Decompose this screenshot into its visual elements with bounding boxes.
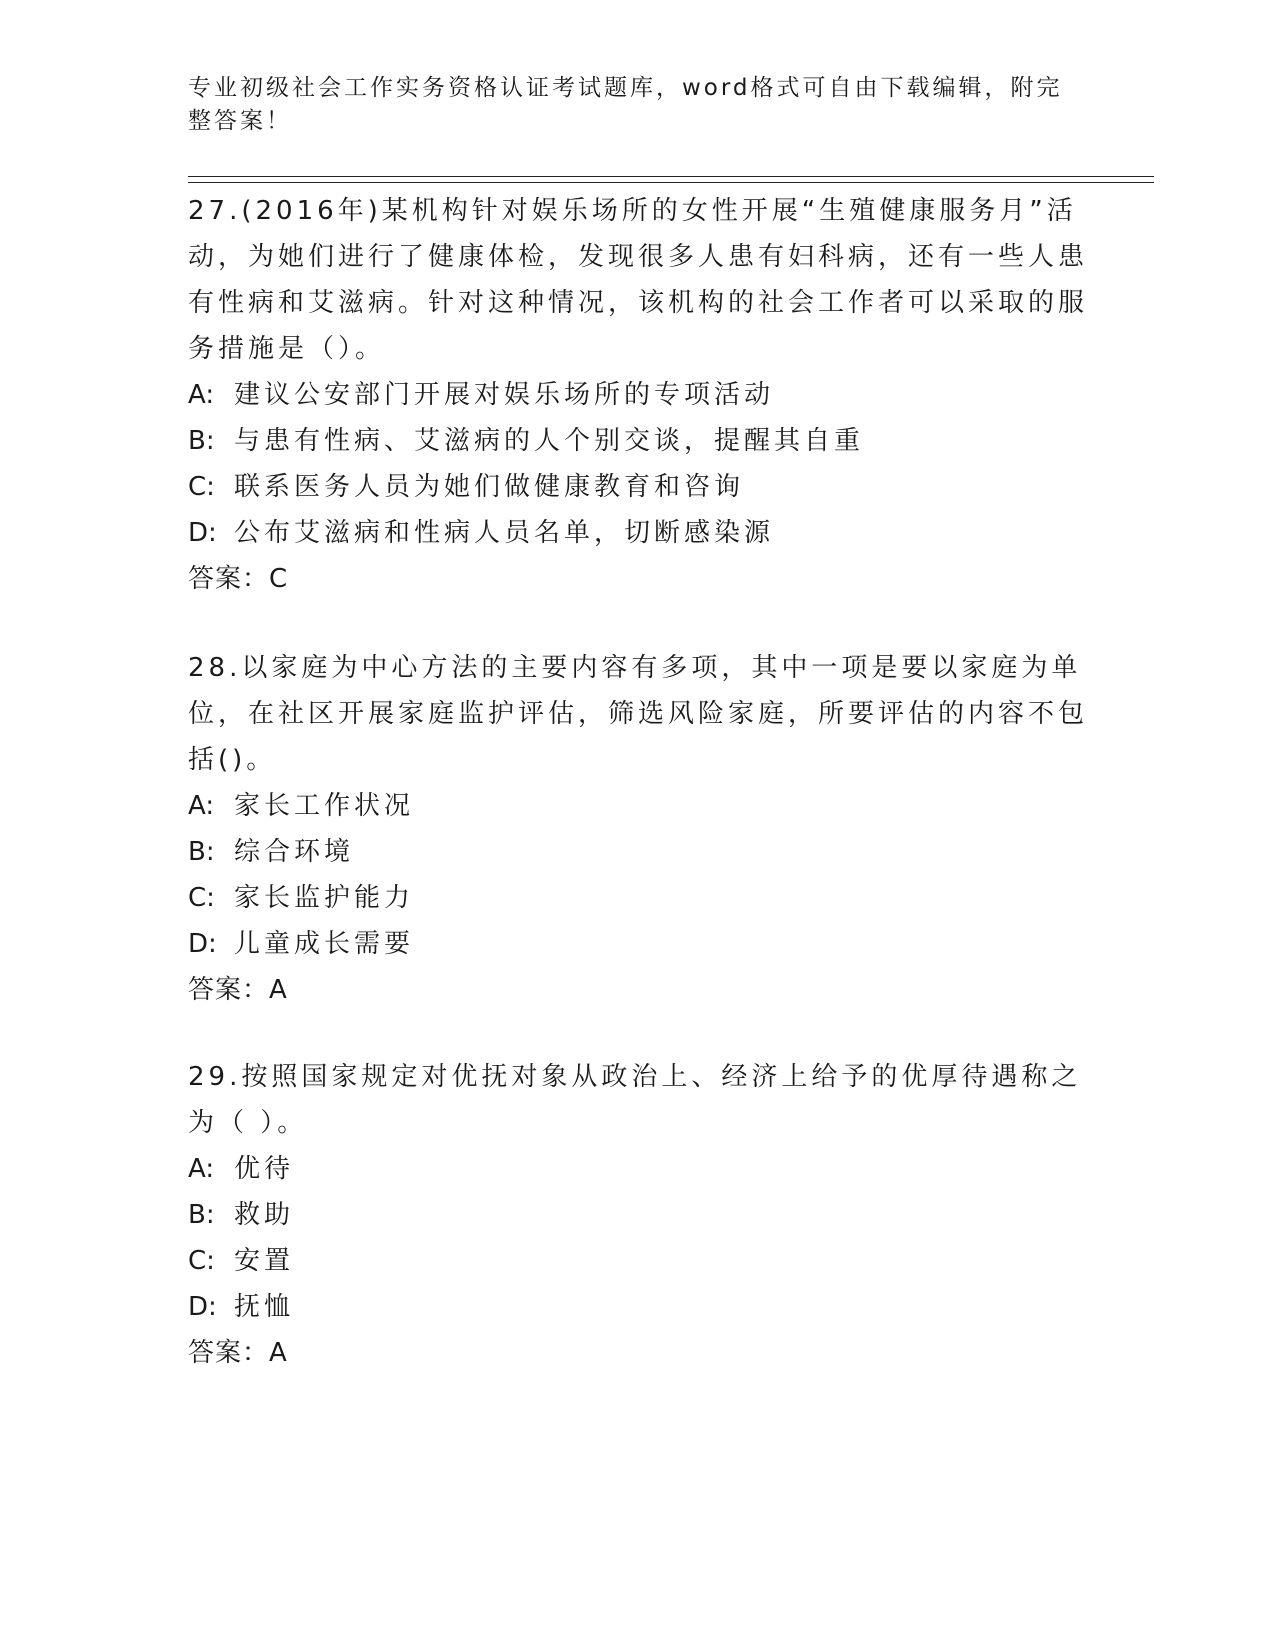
option-letter: B: <box>188 837 215 867</box>
option-text: 建议公安部门开展对娱乐场所的专项活动 <box>234 380 775 410</box>
answer-line: 答案：A <box>188 1338 288 1368</box>
option-letter: B: <box>188 1200 215 1230</box>
option-d <box>188 921 1088 967</box>
question-stem: 27.(2016年)某机构针对娱乐场所的女性开展“生殖健康服务月”活动，为她们进行了健康体检，发现很多人患有妇科病，还有一些人患有性病和艾滋病。针对这种情况，该机构的社会工作者可以采取的服务措施是（）。 <box>188 196 1089 364</box>
option-letter: A: <box>188 791 215 821</box>
option-a <box>188 1146 1088 1192</box>
option-text: 综合环境 <box>234 837 355 867</box>
option-letter: D: <box>188 929 217 959</box>
option-letter: B: <box>188 426 215 456</box>
option-d <box>188 510 1088 556</box>
question-stem: 28.以家庭为中心方法的主要内容有多项，其中一项是要以家庭为单位，在社区开展家庭监护评估，筛选风险家庭，所要评估的内容不包括()。 <box>188 653 1089 775</box>
question-27 <box>188 188 1088 602</box>
option-text: 家长监护能力 <box>234 883 415 913</box>
document-header: 专业初级社会工作实务资格认证考试题库，word格式可自由下载编辑，附完整答案！ <box>188 75 1063 134</box>
header-divider-top <box>188 176 1154 177</box>
option-letter: C: <box>188 472 215 502</box>
option-a <box>188 783 1088 829</box>
header-divider-bottom <box>188 182 1154 183</box>
option-b <box>188 1192 1088 1238</box>
option-text: 儿童成长需要 <box>234 929 415 959</box>
option-c <box>188 1238 1088 1284</box>
option-text: 联系医务人员为她们做健康教育和咨询 <box>234 472 745 502</box>
option-b <box>188 418 1088 464</box>
option-text: 优待 <box>234 1154 295 1184</box>
option-a <box>188 372 1088 418</box>
option-text: 与患有性病、艾滋病的人个别交谈，提醒其自重 <box>234 426 865 456</box>
option-letter: D: <box>188 1292 217 1322</box>
question-stem: 29.按照国家规定对优抚对象从政治上、经济上给予的优厚待遇称之为（ ）。 <box>188 1062 1082 1138</box>
option-d <box>188 1284 1088 1330</box>
option-letter: A: <box>188 1154 215 1184</box>
option-letter: C: <box>188 1246 215 1276</box>
option-text: 家长工作状况 <box>234 791 415 821</box>
option-text: 抚恤 <box>234 1292 295 1322</box>
option-text: 安置 <box>234 1246 295 1276</box>
option-letter: C: <box>188 883 215 913</box>
option-letter: D: <box>188 518 217 548</box>
answer-line: 答案：A <box>188 975 288 1005</box>
option-c <box>188 875 1088 921</box>
option-letter: A: <box>188 380 215 410</box>
option-text: 救助 <box>234 1200 295 1230</box>
option-text: 公布艾滋病和性病人员名单，切断感染源 <box>234 518 775 548</box>
option-b <box>188 829 1088 875</box>
option-c <box>188 464 1088 510</box>
question-28 <box>188 645 1088 1013</box>
question-29 <box>188 1054 1088 1376</box>
answer-line: 答案：C <box>188 564 289 594</box>
